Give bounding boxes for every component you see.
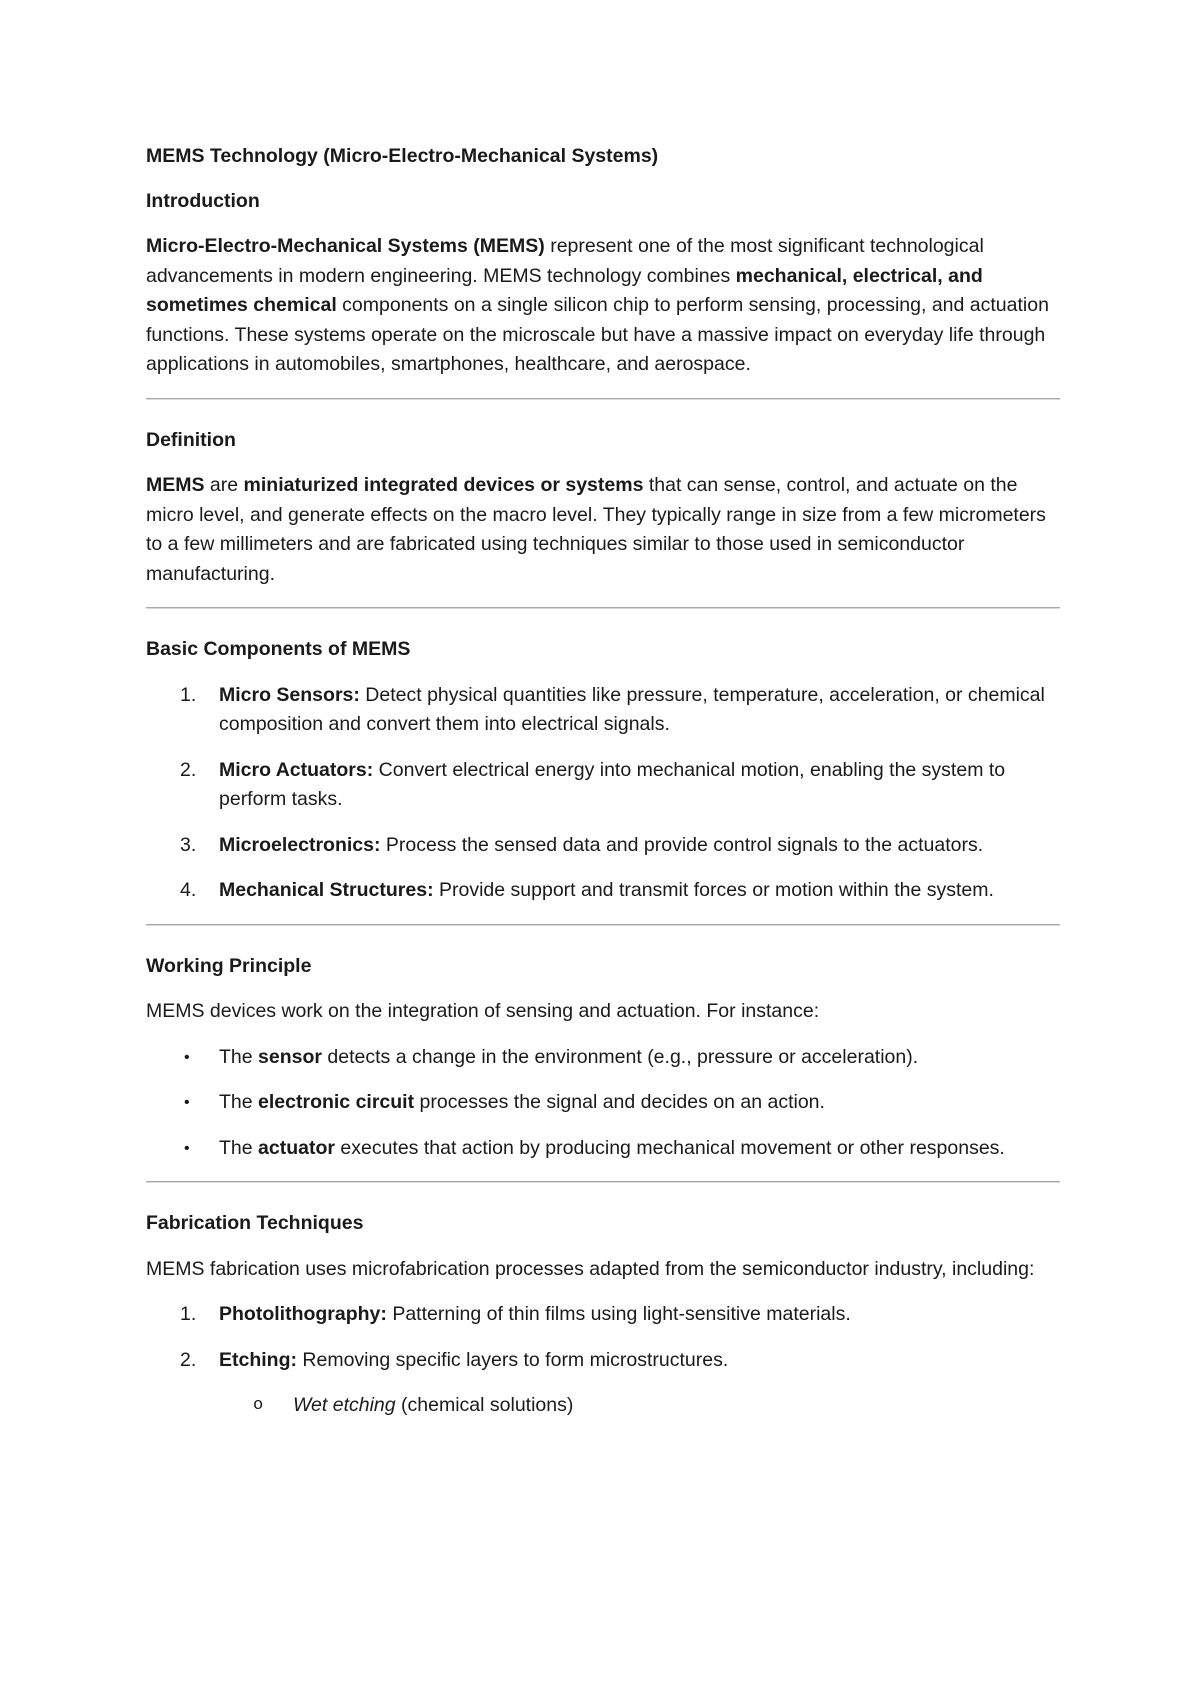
section-divider <box>146 924 1060 926</box>
components-list <box>146 681 1060 906</box>
components-heading: Basic Components of MEMS <box>146 638 411 660</box>
intro-text-2: components on a single silicon chip to perform sensing, processing, and actuation functions. These systems operate on the microscale but have a massive impact on everyday life through applications in automobiles, smartphones, healthcare, and aerospace. <box>146 294 1049 375</box>
list-term: Microelectronics: <box>219 833 381 856</box>
list-item <box>146 1043 1060 1073</box>
list-item <box>146 1134 1060 1164</box>
list-item <box>146 1300 1060 1330</box>
list-number: 3. <box>180 833 197 856</box>
list-term: Micro Sensors: <box>219 683 360 706</box>
definition-text-1: are <box>204 474 244 496</box>
bullet-icon: • <box>184 1094 190 1111</box>
bullet-post: detects a change in the environment (e.g., pressure or acceleration). <box>321 1045 919 1068</box>
list-number: 2. <box>180 1348 197 1371</box>
definition-paragraph <box>146 471 1060 589</box>
definition-bold-1: MEMS <box>146 474 205 496</box>
definition-heading: Definition <box>146 428 236 451</box>
definition-bold-2: miniaturized integrated devices or systems <box>243 474 644 496</box>
list-number: 2. <box>180 758 197 781</box>
list-text: Convert electrical energy into mechanical motion, enabling the system to perform tasks. <box>219 758 1006 810</box>
section-divider <box>146 607 1060 609</box>
fabrication-intro: MEMS fabrication uses microfabrication processes adapted from the semiconductor industry, including: <box>146 1257 1035 1280</box>
document-page <box>146 142 1060 1437</box>
bullet-icon: • <box>184 1048 190 1066</box>
list-item <box>146 1088 1060 1118</box>
intro-text-1: represent one of the most significant technological advancements in modern engineering. MEMS technology combines <box>146 235 984 287</box>
sub-item-text: (chemical solutions) <box>395 1394 574 1416</box>
section-divider <box>146 1181 1060 1183</box>
bullet-bold: actuator <box>258 1136 335 1159</box>
sub-bullet-icon: o <box>253 1396 264 1415</box>
sub-item-italic: Wet etching <box>293 1394 396 1416</box>
bullet-post: processes the signal and decides on an action. <box>414 1091 825 1113</box>
bullet-bold: sensor <box>258 1045 322 1068</box>
bullet-pre: The <box>219 1045 259 1068</box>
list-text: Process the sensed data and provide control signals to the actuators. <box>380 833 984 856</box>
bullet-icon: • <box>184 1139 190 1157</box>
fabrication-sublist <box>146 1391 1060 1421</box>
working-intro: MEMS devices work on the integration of sensing and actuation. For instance: <box>146 1000 820 1022</box>
list-number: 1. <box>180 1303 197 1325</box>
list-item <box>146 1346 1060 1376</box>
section-divider <box>146 398 1060 400</box>
list-term: Etching: <box>219 1348 297 1371</box>
list-term: Micro Actuators: <box>219 758 374 781</box>
fabrication-list <box>146 1300 1060 1375</box>
intro-heading: Introduction <box>146 189 260 212</box>
intro-paragraph <box>146 232 1060 380</box>
intro-bold-1: Micro-Electro-Mechanical Systems (MEMS) <box>146 235 545 257</box>
bullet-pre: The <box>219 1091 259 1113</box>
definition-text-2: that can sense, control, and actuate on the micro level, and generate effects on the macro level. They typically range in size from a few micrometers to a few millimeters and are fabricated using techniques similar to those used in semiconductor manufacturing. <box>146 474 1046 585</box>
list-item <box>146 1391 1060 1421</box>
list-item <box>146 831 1060 861</box>
bullet-bold: electronic circuit <box>258 1091 415 1113</box>
intro-bold-2: mechanical, electrical, and sometimes chemical <box>146 264 983 316</box>
list-text: Detect physical quantities like pressure, temperature, acceleration, or chemical composition and convert them into electrical signals. <box>219 683 1045 735</box>
list-number: 4. <box>180 879 197 901</box>
working-heading: Working Principle <box>146 954 312 977</box>
list-item <box>146 681 1060 740</box>
list-number: 1. <box>180 683 197 706</box>
list-text: Patterning of thin films using light-sensitive materials. <box>386 1303 851 1325</box>
list-item <box>146 876 1060 906</box>
list-item <box>146 756 1060 815</box>
bullet-post: executes that action by producing mechanical movement or other responses. <box>334 1136 1005 1159</box>
bullet-pre: The <box>219 1136 259 1159</box>
fabrication-heading: Fabrication Techniques <box>146 1212 364 1234</box>
list-term: Photolithography: <box>219 1303 387 1325</box>
document-title: MEMS Technology (Micro-Electro-Mechanical Systems) <box>146 145 659 167</box>
list-text: Provide support and transmit forces or motion within the system. <box>433 879 994 901</box>
list-text: Removing specific layers to form microstructures. <box>297 1348 729 1371</box>
list-term: Mechanical Structures: <box>219 879 434 901</box>
working-bullet-list <box>146 1043 1060 1164</box>
